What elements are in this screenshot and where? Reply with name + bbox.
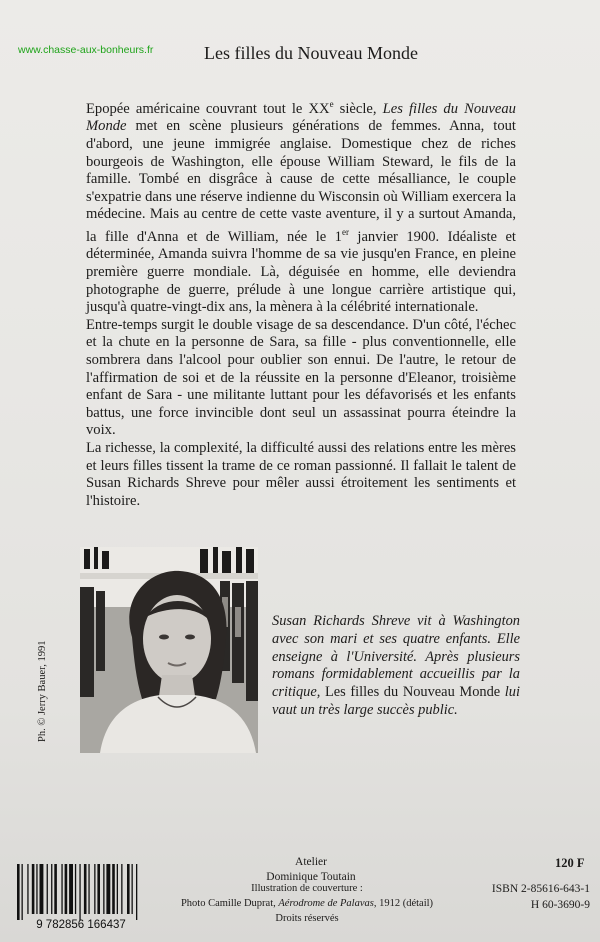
barcode-bar [40, 864, 44, 914]
publisher-line-1: Atelier [295, 856, 327, 868]
synopsis-p1-run-3: Les filles du Nouveau Monde [86, 100, 516, 135]
barcode-bar [54, 864, 57, 914]
barcode-bar [103, 864, 104, 914]
barcode-bar [36, 864, 37, 914]
cover-credit-suffix: , 1912 (détail) [373, 898, 434, 909]
barcode-bar [32, 864, 35, 914]
synopsis-p1-run-0: Epopée américaine couvrant tout le XX [86, 100, 330, 117]
bio-run-2: lui vaut un très large succès public. [272, 684, 520, 718]
publisher-line-2: Dominique Toutain [266, 871, 356, 883]
price: 120 F [555, 856, 585, 870]
synopsis-p1-run-6: janvier 1900. Idéaliste et déterminée, Amanda suivra l'homme de sa vie jusqu'en France, en pleine première guerre mondiale. Là, déguisée en homme, elle deviendra photographe de guerre, prélude à une longue carrière artistique qui, jusqu'à quatre-vingt-dix ans, la mènera à la célébrité internationale. [86, 228, 516, 316]
barcode-bar [84, 864, 87, 914]
synopsis-p1-run-4: met en scène plusieurs générations de femmes. Anna, tout d'abord, une jeune immigrée anglaise. Domestique chez de riches bourgeois de Washington, elle épouse William Steward, le fils de la famille. Tombé en disgrâce à cause de cette mésalliance, le couple s'expatrie dans une réserve indienne du Wisconsin où William exercera la médecine. Mais au centre de cette vaste aventure, il y a surtout Amanda, la fille d'Anna et de William, née le 1 [86, 118, 516, 245]
barcode-bar [112, 864, 115, 914]
barcode-bar [69, 864, 73, 914]
cover-credit-work: Aérodrome de Palavas [278, 898, 374, 909]
barcode-bar [136, 864, 137, 920]
cover-credit-prefix: Photo Camille Duprat, [180, 898, 279, 909]
synopsis-paragraph-2: Entre-temps surgit le double visage de sa descendance. D'un côté, l'échec et la chute en la personne de Sara, sa fille - plus conventionnelle, elle sombrera dans l'alcool pour oublier son ennui. De l'autre, le retour de l'affirmation de soi et de la réussite en la personne d'Eleanor, troisième enfant de Sara - une militante luttant pour les défavorisés et les enfants battus, une force invincible dont seul un assassinat pourra éteindre la voix. [86, 316, 516, 439]
barcode-bar [121, 864, 122, 914]
barcode-bar [51, 864, 52, 914]
barcode-number: 9 782856 166437 [36, 919, 126, 930]
synopsis-paragraph-3: La richesse, la complexité, la difficulté aussi des relations entre les mères et leurs filles tissent la trame de ce roman passionné. Il fallait le talent de Susan Richards Shreve pour mêler aussi étroitement les sentiments et l'histoire. [86, 440, 516, 509]
author-bio [272, 613, 520, 720]
barcode-bar [47, 864, 48, 914]
bio-run-0: Susan Richards Shreve vit à Washington avec son mari et ses quatre enfants. Elle enseigne à l'Université. Après plusieurs romans formidablement accueillis par la critique, [272, 613, 520, 701]
barcode-bar [22, 864, 23, 920]
barcode [5, 862, 157, 930]
barcode-bar [27, 864, 28, 914]
barcode-bar [61, 864, 62, 914]
barcode-bar [75, 864, 76, 914]
barcode-bar [17, 864, 20, 920]
author-photo [80, 547, 258, 753]
barcode-bar [88, 864, 89, 914]
synopsis-p1-run-1: e [329, 99, 334, 109]
rights-reserved: Droits réservés [275, 913, 339, 924]
product-code: H 60-3690-9 [530, 898, 590, 911]
barcode-bar [127, 864, 130, 914]
barcode-bar [106, 864, 110, 914]
cover-credit-label: Illustration de couverture : [251, 883, 363, 894]
barcode-bar [79, 864, 80, 920]
book-title: Les filles du Nouveau Monde [204, 43, 418, 63]
website-watermark: www.chasse-aux-bonheurs.fr [18, 44, 154, 56]
synopsis-p1-run-2: siècle, [333, 100, 383, 117]
synopsis [86, 96, 516, 510]
barcode-bar [117, 864, 118, 914]
barcode-bar [65, 864, 68, 914]
synopsis-p1-run-5: er [341, 227, 349, 238]
barcode-bar [97, 864, 100, 914]
photo-credit: Ph. © Jerry Bauer, 1991 [37, 640, 48, 742]
isbn: ISBN 2-85616-643-1 [491, 883, 590, 895]
synopsis-paragraph-1 [86, 96, 516, 317]
barcode-bar [132, 864, 133, 914]
barcode-bar [94, 864, 95, 914]
bio-run-1: Les filles du Nouveau Monde [320, 684, 505, 701]
